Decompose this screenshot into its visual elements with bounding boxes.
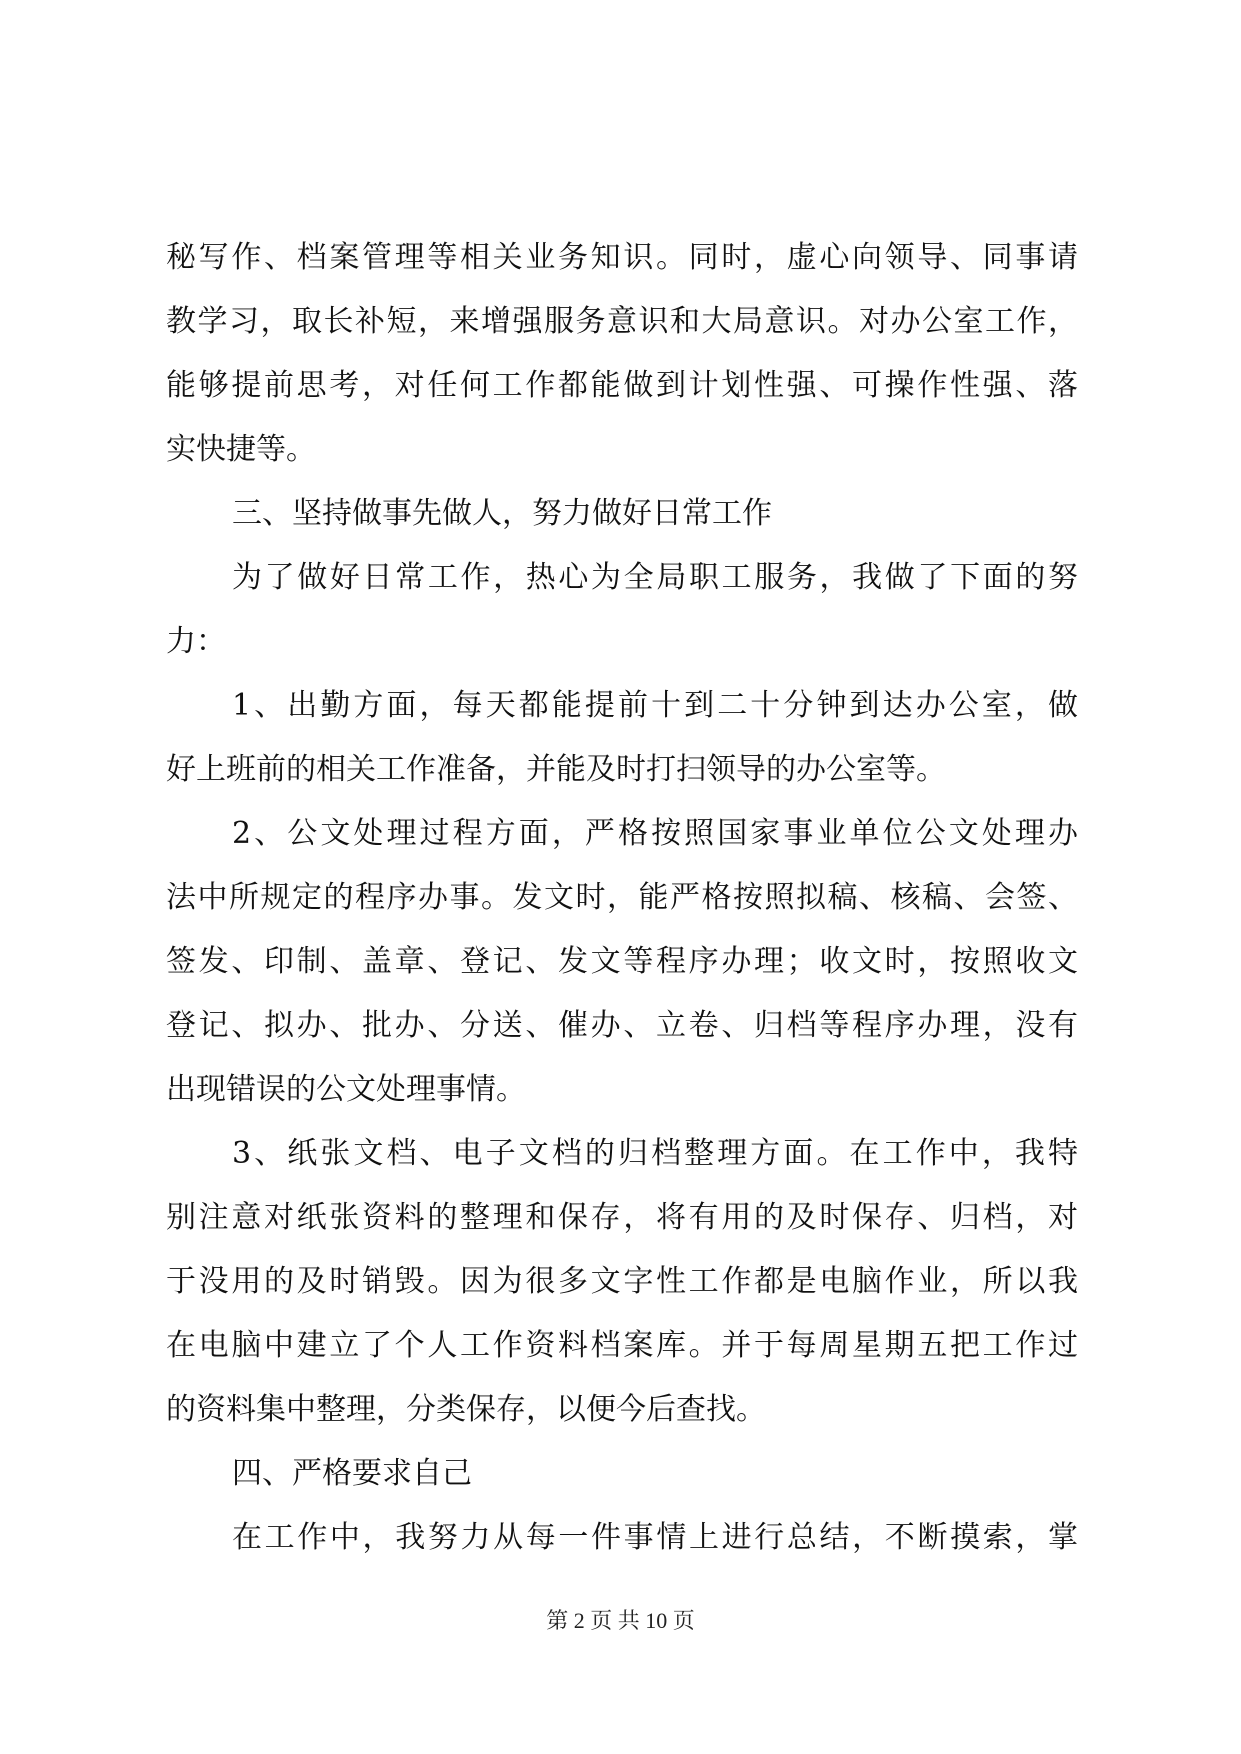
text-line: 实快捷等。 [166, 432, 316, 467]
text-line: 力： [166, 624, 226, 659]
list-item: 3、纸张文档、电子文档的归档整理方面。在工作中，我特 [232, 1136, 1078, 1171]
list-item: 2、公文处理过程方面，严格按照国家事业单位公文处理办 [232, 816, 1078, 851]
text-line: 的资料集中整理，分类保存，以便今后查找。 [166, 1392, 766, 1427]
text-line: 在电脑中建立了个人工作资料档案库。并于每周星期五把工作过 [166, 1328, 1078, 1363]
text-line: 于没用的及时销毁。因为很多文字性工作都是电脑作业，所以我 [166, 1264, 1078, 1299]
text-line: 别注意对纸张资料的整理和保存，将有用的及时保存、归档，对 [166, 1200, 1078, 1235]
text-line: 在工作中，我努力从每一件事情上进行总结，不断摸索，掌 [232, 1520, 1078, 1555]
text-line: 为了做好日常工作，热心为全局职工服务，我做了下面的努 [232, 560, 1078, 595]
text-line: 签发、印制、盖章、登记、发文等程序办理；收文时，按照收文 [166, 944, 1078, 979]
text-line: 教学习，取长补短，来增强服务意识和大局意识。对办公室工作， [166, 304, 1078, 339]
text-line: 能够提前思考，对任何工作都能做到计划性强、可操作性强、落 [166, 368, 1078, 403]
text-line: 出现错误的公文处理事情。 [166, 1072, 526, 1107]
text-line: 法中所规定的程序办事。发文时，能严格按照拟稿、核稿、会签、 [166, 880, 1078, 915]
document-body [166, 226, 1078, 1570]
page-footer: 第 2 页 共 10 页 [546, 1608, 695, 1633]
section-heading: 三、坚持做事先做人，努力做好日常工作 [232, 496, 772, 531]
list-item: 1、出勤方面，每天都能提前十到二十分钟到达办公室，做 [232, 688, 1078, 723]
text-line: 好上班前的相关工作准备，并能及时打扫领导的办公室等。 [166, 752, 946, 787]
text-line: 登记、拟办、批办、分送、催办、立卷、归档等程序办理，没有 [166, 1008, 1078, 1043]
section-heading: 四、严格要求自己 [232, 1456, 472, 1491]
text-line: 秘写作、档案管理等相关业务知识。同时，虚心向领导、同事请 [166, 240, 1078, 275]
